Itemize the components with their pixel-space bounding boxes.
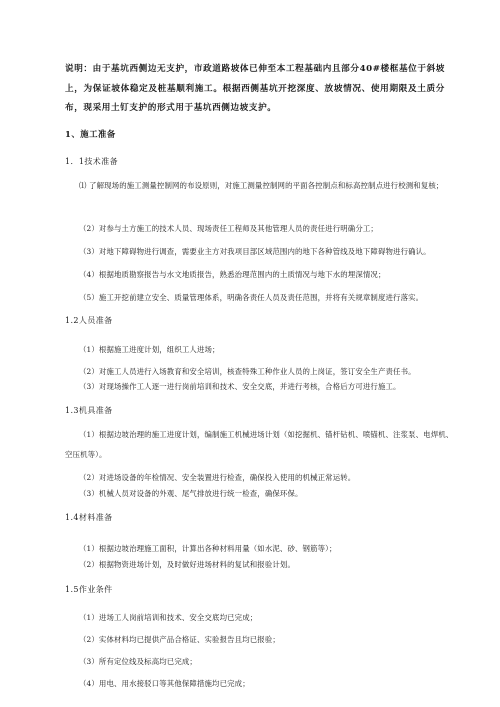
intro-paragraph: 说明：由于基坑西侧边无支护，市政道路坡体已伸至本工程基础内且部分40#楼框基位于斜坡上，为保证坡体稳定及桩基顺利施工。根据西侧基坑开挖深度、放坡情况、使用期限及土质分布，现采用土钉支护的形式用于基坑西侧边坡支护。 (65, 64, 445, 113)
list-item: （3）对现场操作工人逐一进行岗前培训和技术、安全交底，并进行考核，合格后方可进行施工。 (79, 382, 401, 391)
section-heading-preparation: 1、施工准备 (65, 129, 116, 139)
list-item: （1）根据边坡治理的施工进度计划，编制施工机械进场计划（如挖掘机、锚杆钻机、喷锚机、注浆泵、电焊机、空压机等）。 (65, 430, 454, 459)
list-item: （1）根据边坡治理施工面积，计算出各种材料用量（如水泥、砂、钢筋等）； (79, 544, 337, 553)
list-item: ⑴ 了解现场的施工测量控制网的布设原则，对施工测量控制网的平面各控制点和标高控制点进行校测和复核； (79, 181, 444, 190)
list-item: （5）施工开挖前建立安全、质量管理体系，明确各责任人员及责任范围，并将有关规章制度进行落实。 (79, 293, 424, 302)
subsection-heading-technical: 1．1技术准备 (65, 157, 118, 166)
list-item: （1）根据施工进度计划，组织工人进场； (79, 345, 220, 354)
list-item: （2）根据物资进场计划，及时做好进场材料的复试和报验计划。 (79, 560, 295, 569)
list-item: （3）对地下障碍物进行调查，需要业主方对我项目部区域范围内的地下各种管线及地下障碍物进行确认。 (79, 247, 431, 256)
list-item: （4）用电、用水接驳口等其他保障措施均已完成； (79, 679, 250, 688)
list-item: （2）实体材料均已提供产品合格证、实验报告且均已报验； (79, 635, 280, 644)
list-item: （2）对进场设备的年检情况、安全装置进行检查，确保投入使用的机械正常运转。 (79, 473, 356, 482)
list-item: （1）进场工人岗前培训和技术、安全交底均已完成； (79, 613, 258, 622)
subsection-heading-materials: 1.4材料准备 (65, 513, 113, 522)
list-item: （2）对参与土方施工的技术人员、现场责任工程师及其他管理人员的责任进行明确分工； (79, 224, 378, 233)
subsection-heading-machinery: 1.3机具准备 (65, 406, 113, 415)
list-item: （3）所有定位线及标高均已完成； (79, 657, 197, 666)
subsection-heading-personnel: 1.2人员准备 (65, 316, 113, 325)
list-item: （4）根据地质勘察报告与水文地质报告，熟悉治理范围内的土质情况与地下水的埋深情况； (79, 270, 386, 279)
list-item: （3）机械人员对设备的外观、尾气排放进行统一检查，确保环保。 (79, 489, 303, 498)
list-item: （2）对施工人员进行入场教育和安全培训，核查特殊工种作业人员的上岗证，签订安全生产责任书。 (79, 367, 416, 376)
subsection-heading-conditions: 1.5作业条件 (65, 585, 113, 594)
